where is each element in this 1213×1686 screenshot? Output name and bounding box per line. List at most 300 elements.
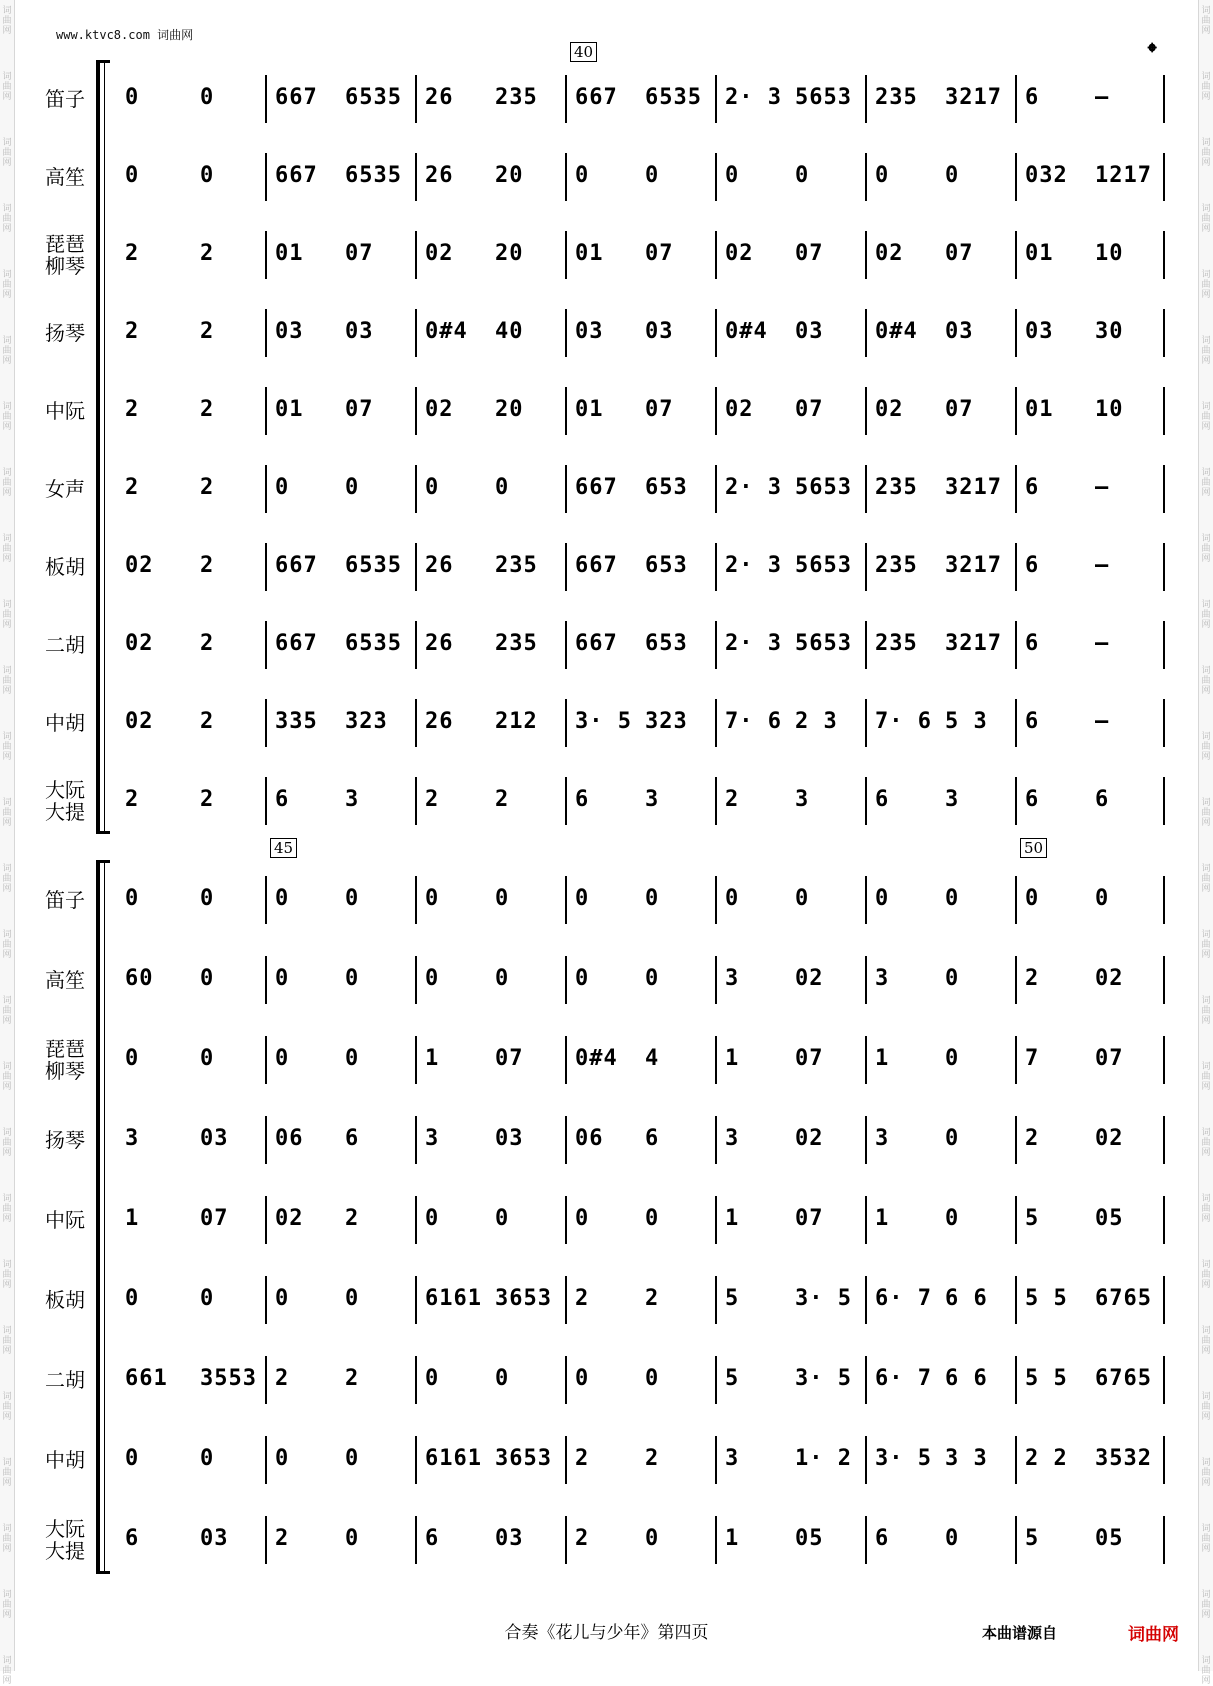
barline xyxy=(715,153,717,201)
note-group: 0 xyxy=(345,475,360,500)
note-group: 03 xyxy=(575,319,604,344)
note-group: 1 xyxy=(725,1526,740,1551)
note-group: 212 xyxy=(495,709,538,734)
note-group: 7 xyxy=(1025,1046,1040,1071)
note-group: 0 xyxy=(575,163,590,188)
barline xyxy=(265,1276,267,1324)
watermark-text: 词曲网 xyxy=(2,600,12,630)
barline xyxy=(1015,1196,1017,1244)
barline xyxy=(265,1116,267,1164)
note-group: 0 xyxy=(345,1526,360,1551)
watermark-text: 词曲网 xyxy=(1201,204,1211,234)
barline xyxy=(1163,1436,1165,1484)
barline xyxy=(415,387,417,435)
barline xyxy=(865,1356,867,1404)
note-group: 2 xyxy=(200,319,215,344)
barline xyxy=(565,621,567,669)
note-group: 2 xyxy=(125,319,140,344)
barline xyxy=(415,1196,417,1244)
note-group: 2 xyxy=(125,241,140,266)
watermark-text: 词曲网 xyxy=(2,138,12,168)
note-group: 5 xyxy=(1025,1526,1040,1551)
barline xyxy=(265,75,267,123)
note-group: 5 xyxy=(1025,1206,1040,1231)
note-group: 02 xyxy=(875,241,904,266)
note-group: 03 xyxy=(200,1126,229,1151)
watermark-text: 词曲网 xyxy=(1201,930,1211,960)
barline xyxy=(715,777,717,825)
watermark-text: 词曲网 xyxy=(2,930,12,960)
note-group: 5653 xyxy=(795,631,852,656)
note-group: 3 xyxy=(725,1126,740,1151)
barline xyxy=(1163,956,1165,1004)
note-group: 667 xyxy=(575,85,618,110)
note-group: 0 xyxy=(425,1366,440,1391)
watermark-text: 词曲网 xyxy=(2,996,12,1026)
note-group: 0 xyxy=(645,1206,660,1231)
watermark-text: 词曲网 xyxy=(1201,996,1211,1026)
watermark-text: 词曲网 xyxy=(1201,1458,1211,1488)
note-group: 0 xyxy=(945,1126,960,1151)
note-group: 0 xyxy=(945,163,960,188)
note-group: 02 xyxy=(125,709,154,734)
barline xyxy=(715,1196,717,1244)
barline xyxy=(265,1436,267,1484)
note-group: 03 xyxy=(200,1526,229,1551)
note-group: 02 xyxy=(425,241,454,266)
watermark-text: 词曲网 xyxy=(1201,72,1211,102)
barline xyxy=(1015,956,1017,1004)
barline xyxy=(565,387,567,435)
barline xyxy=(565,153,567,201)
note-group: 2 xyxy=(125,397,140,422)
barline xyxy=(715,621,717,669)
barline xyxy=(1163,876,1165,924)
note-group: 0 xyxy=(575,886,590,911)
barline xyxy=(565,1116,567,1164)
note-group: 235 xyxy=(495,631,538,656)
note-group: 0 xyxy=(200,1446,215,1471)
note-group: 0 xyxy=(495,966,510,991)
note-group: 07 xyxy=(645,241,674,266)
note-group: 02 xyxy=(275,1206,304,1231)
note-group: 01 xyxy=(575,397,604,422)
barline xyxy=(565,1036,567,1084)
barline xyxy=(265,1036,267,1084)
bracket-cap-top xyxy=(96,60,110,63)
note-group: 0 xyxy=(125,1446,140,1471)
note-group: 235 xyxy=(875,85,918,110)
note-group: 2· 3 xyxy=(725,475,782,500)
watermark-text: 词曲网 xyxy=(2,666,12,696)
barline xyxy=(715,1276,717,1324)
note-group: 323 xyxy=(345,709,388,734)
note-group: 1 xyxy=(875,1206,890,1231)
note-group: 07 xyxy=(795,1206,824,1231)
note-group: 03 xyxy=(275,319,304,344)
note-group: 3217 xyxy=(945,85,1002,110)
barline xyxy=(865,153,867,201)
barline xyxy=(865,1116,867,1164)
barline xyxy=(865,621,867,669)
note-group: 6765 xyxy=(1095,1366,1152,1391)
instrument-label: 大阮 大提 xyxy=(45,778,85,824)
note-group: 3217 xyxy=(945,631,1002,656)
note-group: 2 xyxy=(200,241,215,266)
barline xyxy=(865,309,867,357)
note-group: 0 xyxy=(575,1366,590,1391)
note-group: – xyxy=(1095,631,1110,656)
note-group: 5653 xyxy=(795,475,852,500)
note-group: 07 xyxy=(345,397,374,422)
barline xyxy=(865,231,867,279)
watermark-text: 词曲网 xyxy=(1201,6,1211,36)
barline xyxy=(565,75,567,123)
instrument-label: 二胡 xyxy=(45,1368,85,1392)
note-group: 2 xyxy=(425,787,440,812)
note-group: 6 6 xyxy=(945,1366,988,1391)
note-group: 6 xyxy=(1095,787,1110,812)
barline xyxy=(1015,387,1017,435)
instrument-label: 高笙 xyxy=(45,165,85,189)
note-group: – xyxy=(1095,709,1110,734)
note-group: 6 xyxy=(275,787,290,812)
note-group: 6161 xyxy=(425,1446,482,1471)
note-group: 667 xyxy=(575,553,618,578)
barline xyxy=(1163,699,1165,747)
note-group: 6 xyxy=(425,1526,440,1551)
barline xyxy=(1015,777,1017,825)
barline xyxy=(415,465,417,513)
system-bracket-inner xyxy=(104,60,105,834)
note-group: 0 xyxy=(125,85,140,110)
note-group: 661 xyxy=(125,1366,168,1391)
note-group: 01 xyxy=(275,241,304,266)
note-group: 5653 xyxy=(795,553,852,578)
barline xyxy=(415,1516,417,1564)
note-group: 0 xyxy=(200,1046,215,1071)
barline xyxy=(865,699,867,747)
barline xyxy=(565,1516,567,1564)
note-group: 03 xyxy=(795,319,824,344)
note-group: 3 3 xyxy=(945,1446,988,1471)
note-group: 2· 3 xyxy=(725,631,782,656)
note-group: 02 xyxy=(725,397,754,422)
right-watermark-strip xyxy=(1198,0,1213,1686)
note-group: 26 xyxy=(425,709,454,734)
watermark-text: 词曲网 xyxy=(1201,864,1211,894)
barline xyxy=(1015,1276,1017,1324)
note-group: 40 xyxy=(495,319,524,344)
note-group: 3532 xyxy=(1095,1446,1152,1471)
site-url: www.ktvc8.com 词曲网 xyxy=(56,28,194,42)
note-group: 3 xyxy=(725,1446,740,1471)
barline xyxy=(1163,1116,1165,1164)
note-group: 5653 xyxy=(795,85,852,110)
footer-source-text: 本曲谱源自 xyxy=(982,1624,1058,1642)
note-group: 20 xyxy=(495,241,524,266)
barline xyxy=(715,1436,717,1484)
note-group: 0#4 xyxy=(875,319,918,344)
note-group: 2 xyxy=(645,1446,660,1471)
note-group: 0 xyxy=(1095,886,1110,911)
note-group: 0 xyxy=(575,966,590,991)
note-group: 0 xyxy=(795,163,810,188)
note-group: 667 xyxy=(575,475,618,500)
note-group: 0 xyxy=(345,1286,360,1311)
note-group: 0 xyxy=(645,1526,660,1551)
page-footer-title: 合奏《花儿与少年》第四页 xyxy=(504,1623,709,1643)
note-group: 0 xyxy=(495,886,510,911)
watermark-text: 词曲网 xyxy=(1201,1260,1211,1290)
note-group: – xyxy=(1095,553,1110,578)
note-group: 07 xyxy=(795,241,824,266)
note-group: 2 2 xyxy=(1025,1446,1068,1471)
note-group: 0 xyxy=(125,163,140,188)
note-group: 05 xyxy=(795,1526,824,1551)
note-group: 235 xyxy=(495,85,538,110)
barline xyxy=(1163,543,1165,591)
left-watermark-strip xyxy=(0,0,15,1686)
note-group: 6765 xyxy=(1095,1286,1152,1311)
barline xyxy=(265,621,267,669)
barline xyxy=(565,543,567,591)
barline xyxy=(265,956,267,1004)
instrument-label: 笛子 xyxy=(45,87,85,111)
note-group: 2 xyxy=(200,553,215,578)
watermark-text: 词曲网 xyxy=(2,1392,12,1422)
barline xyxy=(415,231,417,279)
watermark-text: 词曲网 xyxy=(2,534,12,564)
instrument-label: 笛子 xyxy=(45,888,85,912)
barline xyxy=(1015,465,1017,513)
barline xyxy=(715,309,717,357)
barline xyxy=(1015,1516,1017,1564)
bracket-cap-bottom xyxy=(96,831,110,834)
instrument-label: 大阮 大提 xyxy=(45,1517,85,1563)
barline xyxy=(265,1196,267,1244)
note-group: 5 5 xyxy=(1025,1366,1068,1391)
watermark-text: 词曲网 xyxy=(1201,798,1211,828)
barline xyxy=(865,387,867,435)
note-group: 6 xyxy=(1025,475,1040,500)
note-group: 0 xyxy=(275,1046,290,1071)
watermark-text: 词曲网 xyxy=(1201,1656,1211,1686)
note-group: 3217 xyxy=(945,553,1002,578)
note-group: 3 xyxy=(345,787,360,812)
watermark-text: 词曲网 xyxy=(2,732,12,762)
note-group: 3 xyxy=(425,1126,440,1151)
note-group: 01 xyxy=(275,397,304,422)
note-group: 0 xyxy=(345,966,360,991)
note-group: 3· 5 xyxy=(875,1446,932,1471)
note-group: 02 xyxy=(1095,966,1124,991)
barline xyxy=(865,1036,867,1084)
watermark-text: 词曲网 xyxy=(2,1062,12,1092)
barline xyxy=(1163,153,1165,201)
watermark-text: 词曲网 xyxy=(2,1128,12,1158)
barline xyxy=(865,1516,867,1564)
note-group: 6 xyxy=(1025,709,1040,734)
watermark-text: 词曲网 xyxy=(1201,468,1211,498)
note-group: 2 3 xyxy=(795,709,838,734)
barline xyxy=(715,1356,717,1404)
note-group: 03 xyxy=(495,1526,524,1551)
note-group: 2 xyxy=(345,1366,360,1391)
barline xyxy=(1015,1036,1017,1084)
note-group: 01 xyxy=(575,241,604,266)
note-group: 5 xyxy=(725,1286,740,1311)
barline xyxy=(1163,75,1165,123)
note-group: 3· 5 xyxy=(795,1366,852,1391)
note-group: 07 xyxy=(795,1046,824,1071)
note-group: 0 xyxy=(425,966,440,991)
note-group: 2 xyxy=(575,1526,590,1551)
watermark-text: 词曲网 xyxy=(2,1590,12,1620)
barline xyxy=(565,231,567,279)
note-group: 0 xyxy=(275,1446,290,1471)
barline xyxy=(265,699,267,747)
barline xyxy=(265,777,267,825)
note-group: 6535 xyxy=(345,553,402,578)
watermark-text: 词曲网 xyxy=(1201,666,1211,696)
instrument-label: 中阮 xyxy=(45,399,85,423)
watermark-text: 词曲网 xyxy=(2,1260,12,1290)
note-group: 6535 xyxy=(645,85,702,110)
barline xyxy=(1163,1356,1165,1404)
note-group: 2 xyxy=(725,787,740,812)
barline xyxy=(1015,876,1017,924)
barline xyxy=(415,153,417,201)
note-group: 6 xyxy=(1025,787,1040,812)
barline xyxy=(415,543,417,591)
barline xyxy=(415,621,417,669)
note-group: 2 xyxy=(200,787,215,812)
note-group: 07 xyxy=(495,1046,524,1071)
watermark-text: 词曲网 xyxy=(2,204,12,234)
barline xyxy=(565,699,567,747)
note-group: 6 xyxy=(125,1526,140,1551)
instrument-label: 女声 xyxy=(45,477,85,501)
note-group: 032 xyxy=(1025,163,1068,188)
note-group: 1 xyxy=(875,1046,890,1071)
barline xyxy=(265,876,267,924)
barline xyxy=(1015,309,1017,357)
instrument-label: 二胡 xyxy=(45,633,85,657)
note-group: 235 xyxy=(875,553,918,578)
note-group: 1217 xyxy=(1095,163,1152,188)
watermark-text: 词曲网 xyxy=(1201,1524,1211,1554)
note-group: 6 xyxy=(575,787,590,812)
note-group: 235 xyxy=(875,631,918,656)
note-group: 2 xyxy=(200,397,215,422)
note-group: 07 xyxy=(645,397,674,422)
barline xyxy=(865,956,867,1004)
note-group: 6161 xyxy=(425,1286,482,1311)
barline xyxy=(715,465,717,513)
note-group: 2 xyxy=(200,631,215,656)
barline xyxy=(265,309,267,357)
watermark-text: 词曲网 xyxy=(2,336,12,366)
note-group: 0 xyxy=(725,886,740,911)
footer-logo: 词曲网 xyxy=(1128,1625,1179,1645)
note-group: 0 xyxy=(945,886,960,911)
barline xyxy=(565,777,567,825)
note-group: 2 xyxy=(1025,1126,1040,1151)
watermark-text: 词曲网 xyxy=(2,1194,12,1224)
note-group: 0 xyxy=(125,1046,140,1071)
barline xyxy=(865,75,867,123)
watermark-text: 词曲网 xyxy=(2,1656,12,1686)
watermark-text: 词曲网 xyxy=(1201,1326,1211,1356)
note-group: 26 xyxy=(425,85,454,110)
note-group: 0 xyxy=(795,886,810,911)
note-group: 20 xyxy=(495,397,524,422)
note-group: 0 xyxy=(200,1286,215,1311)
note-group: 3 xyxy=(725,966,740,991)
barline xyxy=(1163,1276,1165,1324)
barline xyxy=(1163,465,1165,513)
note-group: 6 xyxy=(1025,631,1040,656)
barline xyxy=(715,75,717,123)
note-group: 2 xyxy=(345,1206,360,1231)
note-group: 0#4 xyxy=(425,319,468,344)
note-group: 6535 xyxy=(345,85,402,110)
note-group: 0 xyxy=(275,1286,290,1311)
instrument-label: 扬琴 xyxy=(45,1128,85,1152)
note-group: 2 xyxy=(645,1286,660,1311)
barline xyxy=(1163,1196,1165,1244)
note-group: 235 xyxy=(495,553,538,578)
note-group: 6 xyxy=(1025,553,1040,578)
barline xyxy=(1015,231,1017,279)
note-group: 6535 xyxy=(345,631,402,656)
note-group: 0 xyxy=(200,966,215,991)
barline xyxy=(715,876,717,924)
watermark-text: 词曲网 xyxy=(2,1524,12,1554)
note-group: 30 xyxy=(1095,319,1124,344)
barline xyxy=(415,699,417,747)
watermark-text: 词曲网 xyxy=(1201,1128,1211,1158)
watermark-text: 词曲网 xyxy=(2,468,12,498)
instrument-label: 中胡 xyxy=(45,1448,85,1472)
note-group: 26 xyxy=(425,163,454,188)
note-group: 0 xyxy=(645,163,660,188)
watermark-text: 词曲网 xyxy=(1201,600,1211,630)
note-group: 2 xyxy=(200,709,215,734)
rehearsal-mark: 45 xyxy=(270,838,297,858)
note-group: – xyxy=(1095,85,1110,110)
note-group: 0 xyxy=(645,1366,660,1391)
note-group: 06 xyxy=(575,1126,604,1151)
watermark-text: 词曲网 xyxy=(1201,402,1211,432)
note-group: 07 xyxy=(945,241,974,266)
note-group: 02 xyxy=(875,397,904,422)
barline xyxy=(715,387,717,435)
note-group: 335 xyxy=(275,709,318,734)
watermark-text: 词曲网 xyxy=(1201,732,1211,762)
barline xyxy=(1015,543,1017,591)
note-group: 07 xyxy=(1095,1046,1124,1071)
barline xyxy=(415,1436,417,1484)
note-group: 02 xyxy=(1095,1126,1124,1151)
note-group: 02 xyxy=(795,1126,824,1151)
note-group: 03 xyxy=(645,319,674,344)
barline xyxy=(415,876,417,924)
note-group: 6· 7 xyxy=(875,1286,932,1311)
watermark-text: 词曲网 xyxy=(1201,336,1211,366)
barline xyxy=(415,309,417,357)
